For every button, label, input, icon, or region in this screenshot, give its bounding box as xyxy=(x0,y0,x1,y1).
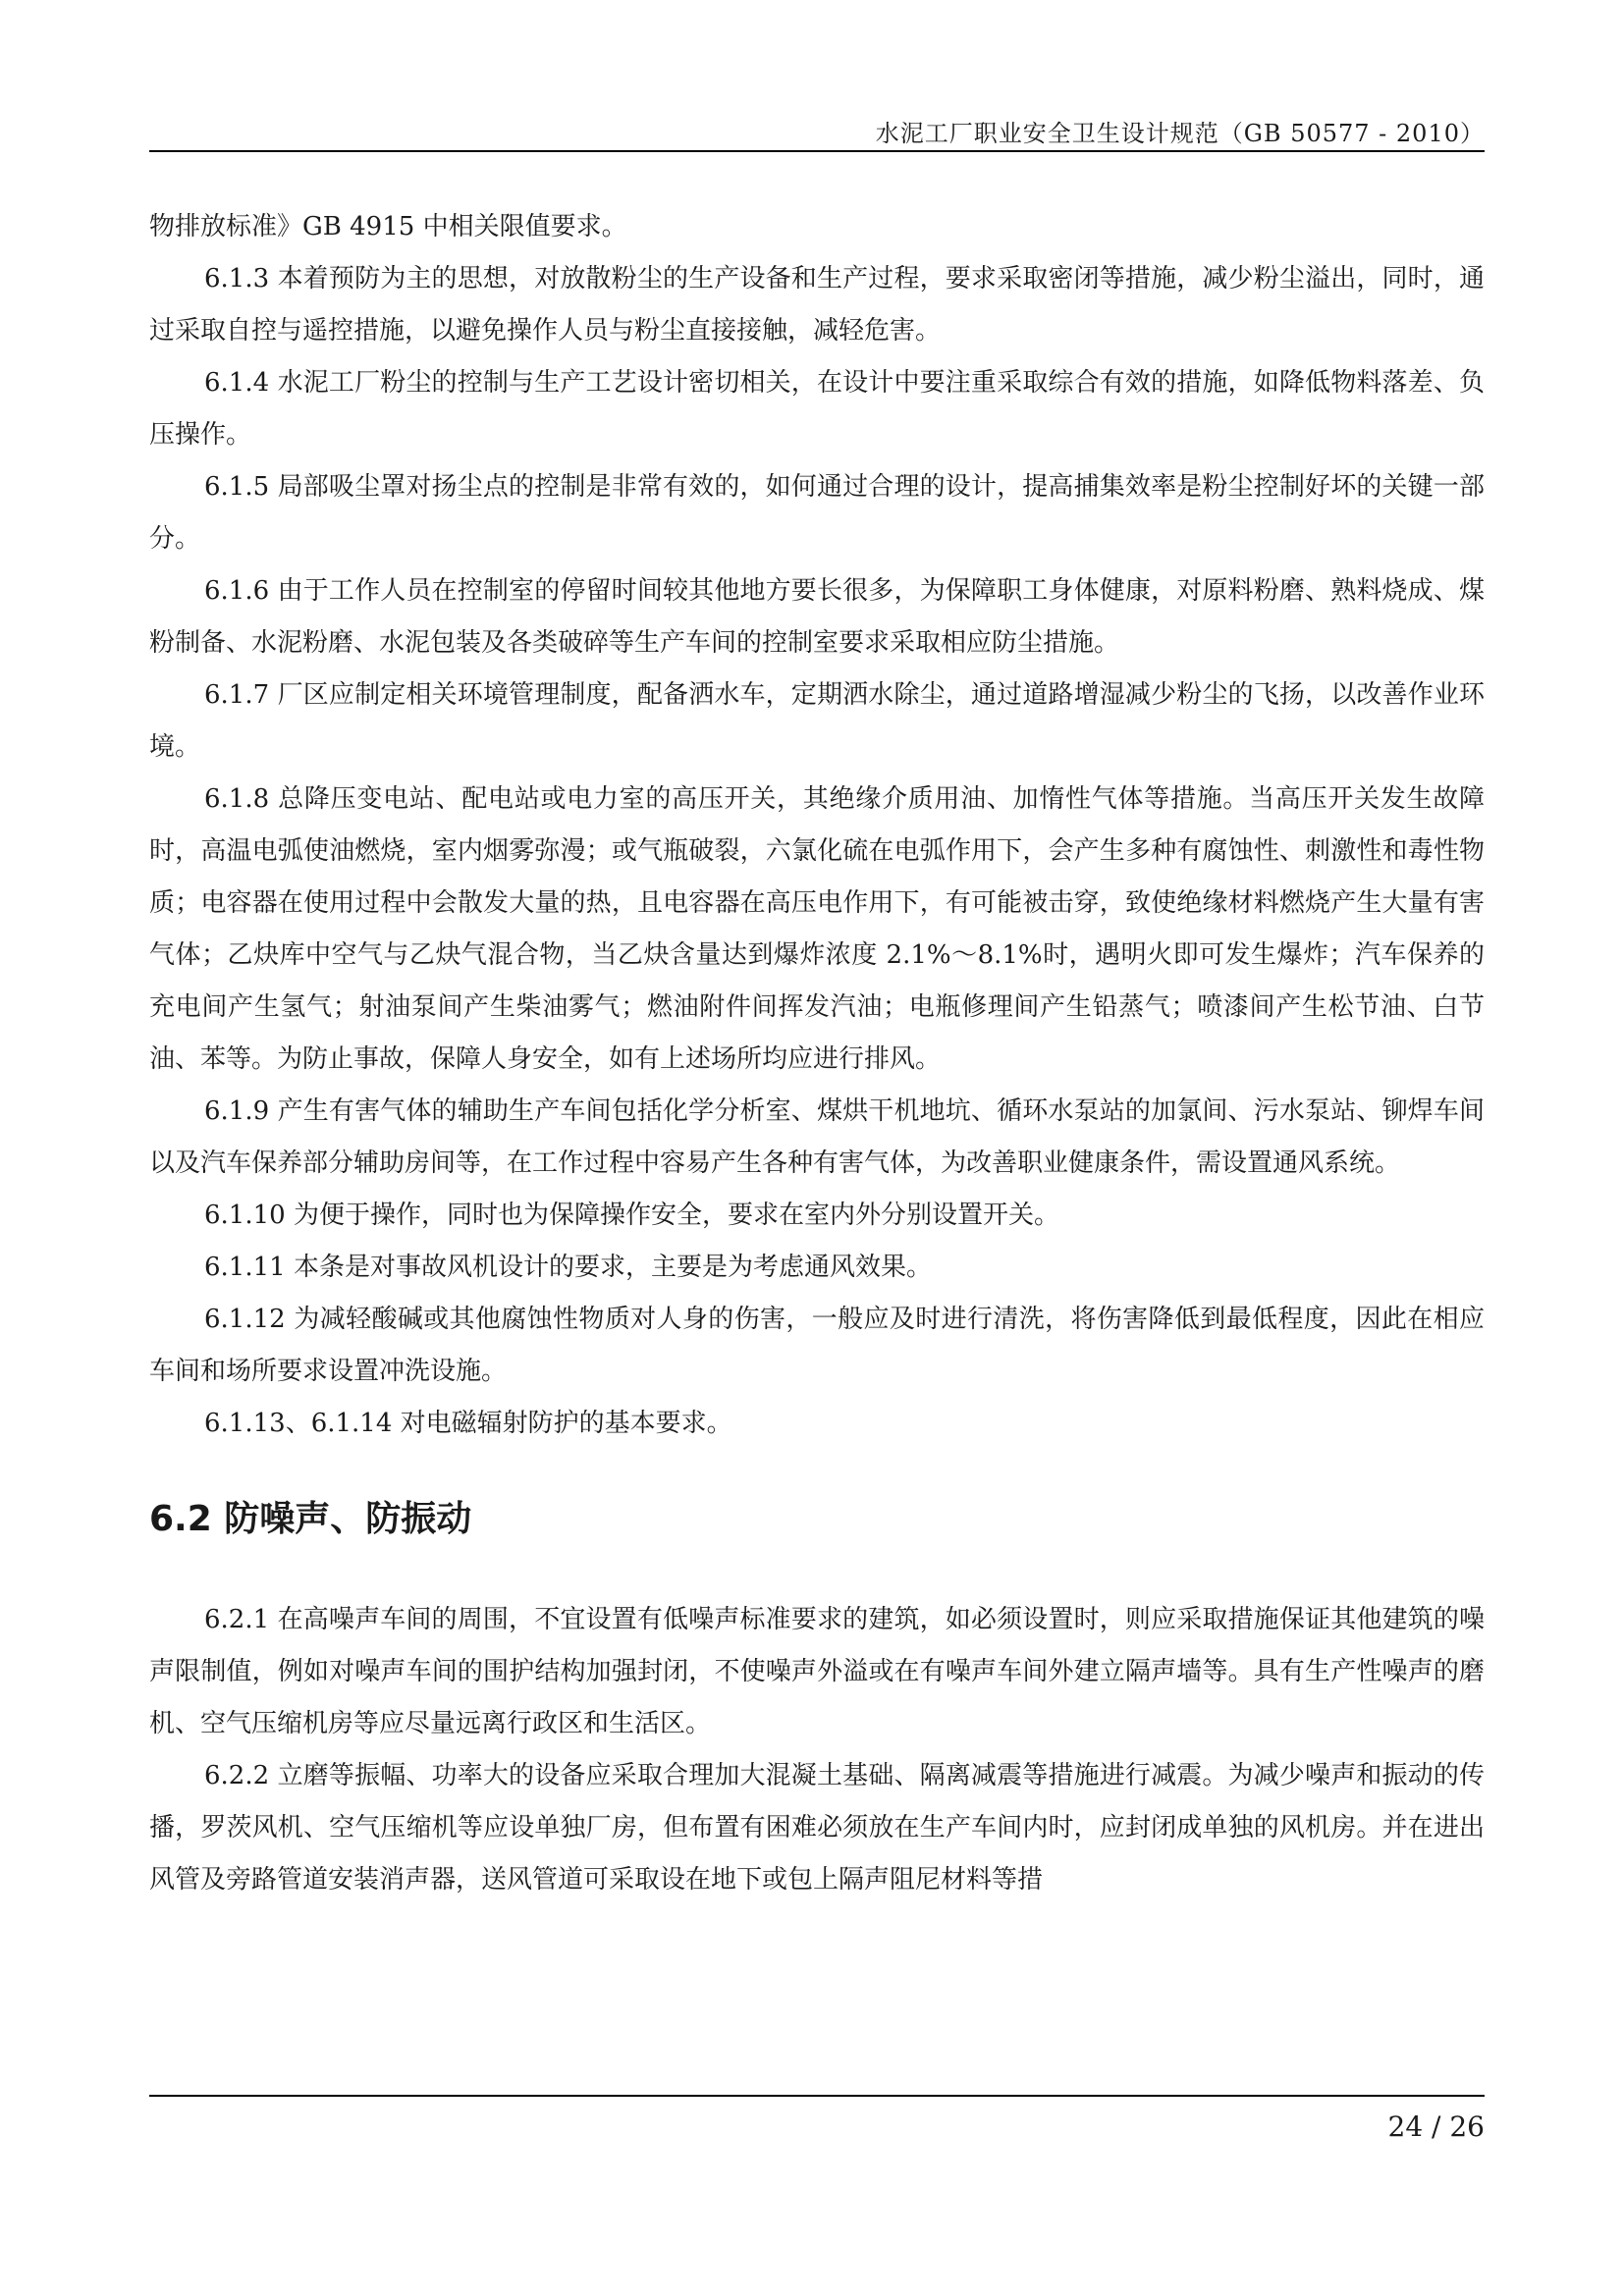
paragraph: 6.1.13、6.1.14 对电磁辐射防护的基本要求。 xyxy=(204,1409,732,1438)
paragraph: 6.1.9 产生有害气体的辅助生产车间包括化学分析室、煤烘干机地坑、循环水泵站的加氯间、污水泵站、铆焊车间以及汽车保养部分辅助房间等，在工作过程中容易产生各种有害气体，为改善职业健康条件，需设置通风系统。 xyxy=(149,1096,1485,1178)
header-divider xyxy=(149,150,1485,152)
footer-divider xyxy=(149,2095,1485,2097)
document-body xyxy=(149,201,1485,1906)
paragraph: 6.1.8 总降压变电站、配电站或电力室的高压开关，其绝缘介质用油、加惰性气体等措施。当高压开关发生故障时，高温电弧使油燃烧，室内烟雾弥漫；或气瓶破裂，六氯化硫在电弧作用下，会产生多种有腐蚀性、刺激性和毒性物质；电容器在使用过程中会散发大量的热，且电容器在高压电作用下，有可能被击穿，致使绝缘材料燃烧产生大量有害气体；乙炔库中空气与乙炔气混合物，当乙炔含量达到爆炸浓度 2.1%～8.1%时，遇明火即可发生爆炸；汽车保养的充电间产生氢气；射油泵间产生柴油雾气；燃油附件间挥发汽油；电瓶修理间产生铅蒸气；喷漆间产生松节油、白节油、苯等。为防止事故，保障人身安全，如有上述场所均应进行排风。 xyxy=(149,784,1485,1074)
paragraph: 6.2.2 立磨等振幅、功率大的设备应采取合理加大混凝土基础、隔离减震等措施进行减震。为减少噪声和振动的传播，罗茨风机、空气压缩机等应设单独厂房，但布置有困难必须放在生产车间内时，应封闭成单独的风机房。并在进出风管及旁路管道安装消声器，送风管道可采取设在地下或包上隔声阻尼材料等措 xyxy=(149,1761,1485,1895)
paragraph: 6.1.5 局部吸尘罩对扬尘点的控制是非常有效的，如何通过合理的设计，提高捕集效率是粉尘控制好坏的关键一部分。 xyxy=(149,472,1485,554)
paragraph: 6.1.12 为减轻酸碱或其他腐蚀性物质对人身的伤害，一般应及时进行清洗，将伤害降低到最低程度，因此在相应车间和场所要求设置冲洗设施。 xyxy=(149,1305,1485,1386)
section-heading: 6.2 防噪声、防振动 xyxy=(149,1499,472,1539)
paragraph: 6.1.10 为便于操作，同时也为保障操作安全，要求在室内外分别设置开关。 xyxy=(204,1201,1059,1230)
paragraph: 6.1.11 本条是对事故风机设计的要求，主要是为考虑通风效果。 xyxy=(204,1253,932,1282)
paragraph: 6.1.6 由于工作人员在控制室的停留时间较其他地方要长很多，为保障职工身体健康，对原料粉磨、熟料烧成、煤粉制备、水泥粉磨、水泥包装及各类破碎等生产车间的控制室要求采取相应防尘措施。 xyxy=(149,576,1485,658)
paragraph: 6.1.7 厂区应制定相关环境管理制度，配备洒水车，定期洒水除尘，通过道路增湿减少粉尘的飞扬，以改善作业环境。 xyxy=(149,680,1485,762)
paragraph: 物排放标准》GB 4915 中相关限值要求。 xyxy=(149,212,627,241)
running-header-title: 水泥工厂职业安全卫生设计规范（GB 50577 - 2010） xyxy=(875,120,1485,147)
paragraph: 6.1.3 本着预防为主的思想，对放散粉尘的生产设备和生产过程，要求采取密闭等措施，减少粉尘溢出，同时，通过采取自控与遥控措施，以避免操作人员与粉尘直接接触，减轻危害。 xyxy=(149,264,1485,346)
page-number: 24 / 26 xyxy=(1387,2110,1485,2143)
paragraph: 6.1.4 水泥工厂粉尘的控制与生产工艺设计密切相关，在设计中要注重采取综合有效的措施，如降低物料落差、负压操作。 xyxy=(149,368,1485,450)
paragraph: 6.2.1 在高噪声车间的周围，不宜设置有低噪声标准要求的建筑，如必须设置时，则应采取措施保证其他建筑的噪声限制值，例如对噪声车间的围护结构加强封闭，不使噪声外溢或在有噪声车间外建立隔声墙等。具有生产性噪声的磨机、空气压缩机房等应尽量远离行政区和生活区。 xyxy=(149,1605,1485,1738)
